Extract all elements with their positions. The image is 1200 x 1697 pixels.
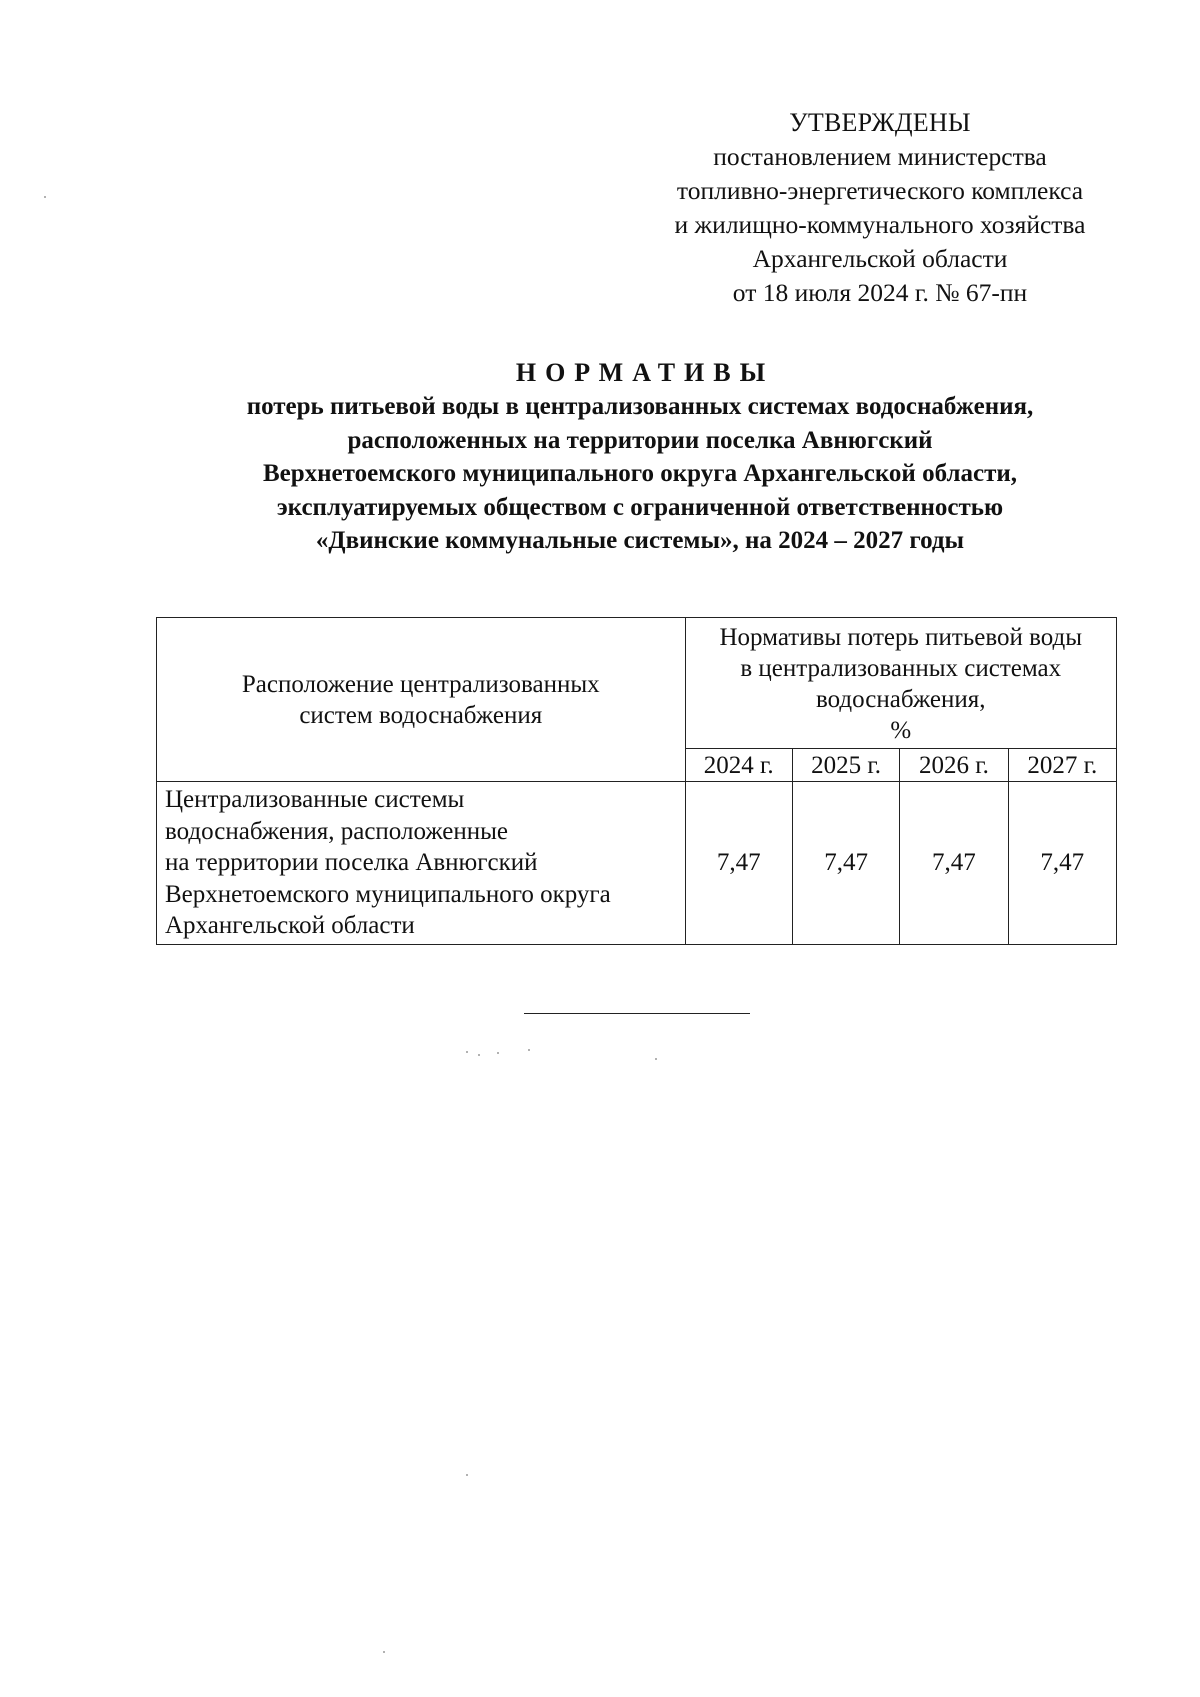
scan-speck: [655, 1058, 657, 1060]
approval-line: топливно-энергетического комплекса: [676, 176, 1084, 205]
norms-column-header: [685, 618, 1116, 749]
table-row: [157, 782, 1117, 945]
location-text-line: на территории поселка Авнюгский: [165, 849, 538, 876]
norms-table: [156, 617, 1117, 945]
approval-line: постановлением министерства: [713, 142, 1047, 171]
location-text-line: Централизованные системы: [165, 786, 465, 813]
document-subtitle-line: расположенных на территории поселка Авнюгский: [347, 426, 933, 454]
scan-speck: [383, 1651, 385, 1653]
location-column-header: [157, 618, 686, 782]
unit-label: %: [890, 717, 912, 744]
scan-speck: [497, 1052, 499, 1054]
year-header-2025: 2025 г.: [792, 749, 899, 782]
header-text-line: Расположение централизованных: [241, 670, 600, 698]
header-text-line: в централизованных системах: [740, 655, 1062, 682]
approval-line: Архангельской области: [752, 244, 1008, 273]
year-header-2027: 2027 г.: [1008, 749, 1116, 782]
value-cell-2027: 7,47: [1008, 782, 1116, 945]
document-title: НОРМАТИВЫ: [515, 358, 775, 387]
year-header-2024: 2024 г.: [685, 749, 792, 782]
approval-line: и жилищно-коммунального хозяйства: [674, 210, 1086, 239]
scan-speck: [466, 1051, 468, 1053]
scan-speck: [44, 196, 46, 198]
approval-block: [620, 106, 1140, 310]
location-cell: [157, 782, 686, 945]
location-text-line: Верхнетоемского муниципального округа: [165, 880, 611, 908]
value-cell-2025: 7,47: [792, 782, 899, 945]
approval-heading: УТВЕРЖДЕНЫ: [789, 108, 971, 137]
document-title-block: [150, 356, 1130, 558]
value-cell-2024: 7,47: [685, 782, 792, 945]
document-subtitle-line: «Двинские коммунальные системы», на 2024 – 2027 годы: [315, 527, 965, 554]
value-cell-2026: 7,47: [900, 782, 1008, 945]
header-text-line: водоснабжения,: [816, 686, 986, 713]
document-subtitle-line: эксплуатируемых обществом с ограниченной ответственностью: [276, 493, 1004, 521]
location-text-line: Архангельской области: [165, 912, 415, 939]
year-header-2026: 2026 г.: [900, 749, 1008, 782]
scan-speck: [478, 1054, 480, 1056]
scan-speck: [466, 1474, 468, 1476]
scan-speck: [528, 1049, 530, 1051]
document-subtitle-line: потерь питьевой воды в централизованных системах водоснабжения,: [246, 393, 1034, 420]
header-text-line: Нормативы потерь питьевой воды: [719, 624, 1083, 651]
document-subtitle-line: Верхнетоемского муниципального округа Архангельской области,: [262, 460, 1018, 487]
end-divider-line: [524, 1013, 750, 1014]
header-text-line: систем водоснабжения: [299, 701, 543, 729]
approval-date-line: от 18 июля 2024 г. № 67-пн: [732, 278, 1028, 307]
table-header-row: [157, 618, 1117, 749]
location-text-line: водоснабжения, расположенные: [165, 817, 509, 845]
